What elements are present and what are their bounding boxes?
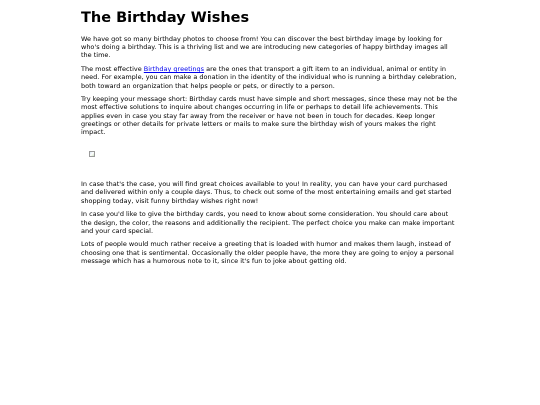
article bbox=[81, 0, 459, 265]
paragraph-greetings-text-after: are the ones that transport a gift item to an individual, animal or entity in need. For example, you can make a donation in the identity of the individual who is running a birthday celebration, both toward an organization that helps people or pets, or directly to a person. bbox=[81, 65, 457, 90]
paragraph-greetings-text-before: The most effective bbox=[81, 65, 144, 74]
paragraph-greetings bbox=[81, 65, 459, 90]
broken-image-icon bbox=[89, 151, 95, 157]
paragraph-choices: In case that's the case, you will find great choices available to you! In reality, you can have your card purchased and delivered within only a couple days. Thus, to check out some of the most entertaining emails and get started shopping today, visit funny birthday wishes right now! bbox=[81, 180, 452, 205]
paragraph-humor: Lots of people would much rather receive a greeting that is loaded with humor and makes them laugh, instead of choosing one that is sentimental. Occasionally the older people have, the more they are going to enjoy a personal message which has a humorous note to it, since it's fun to joke about getting old. bbox=[81, 240, 454, 265]
birthday-greetings-link[interactable]: Birthday greetings bbox=[143, 65, 205, 74]
paragraph-intro: We have got so many birthday photos to choose from! You can discover the best birthday image by looking for who's doing a birthday. This is a thriving list and we are introducing new categories of happy birthday images all the time. bbox=[81, 35, 448, 60]
paragraph-considerations: In case you'd like to give the birthday cards, you need to know about some consideration. You should care about the design, the color, the reasons and additionally the recipient. The perfect choice you make can make important and your card special. bbox=[81, 210, 455, 235]
paragraph-message-tips: Try keeping your message short: Birthday cards must have simple and short messages, since these may not be the most effective solutions to inquire about changes occurring in life or perhaps to detail life achievements. This applies even in case you stay far away from the receiver or have not been in touch for decades. Keep longer greetings or other details for private letters or mails to make sure the birthday wish of yours makes the right impact. bbox=[81, 95, 458, 137]
page-title: The Birthday Wishes bbox=[81, 10, 250, 26]
birthday-image bbox=[89, 151, 97, 159]
